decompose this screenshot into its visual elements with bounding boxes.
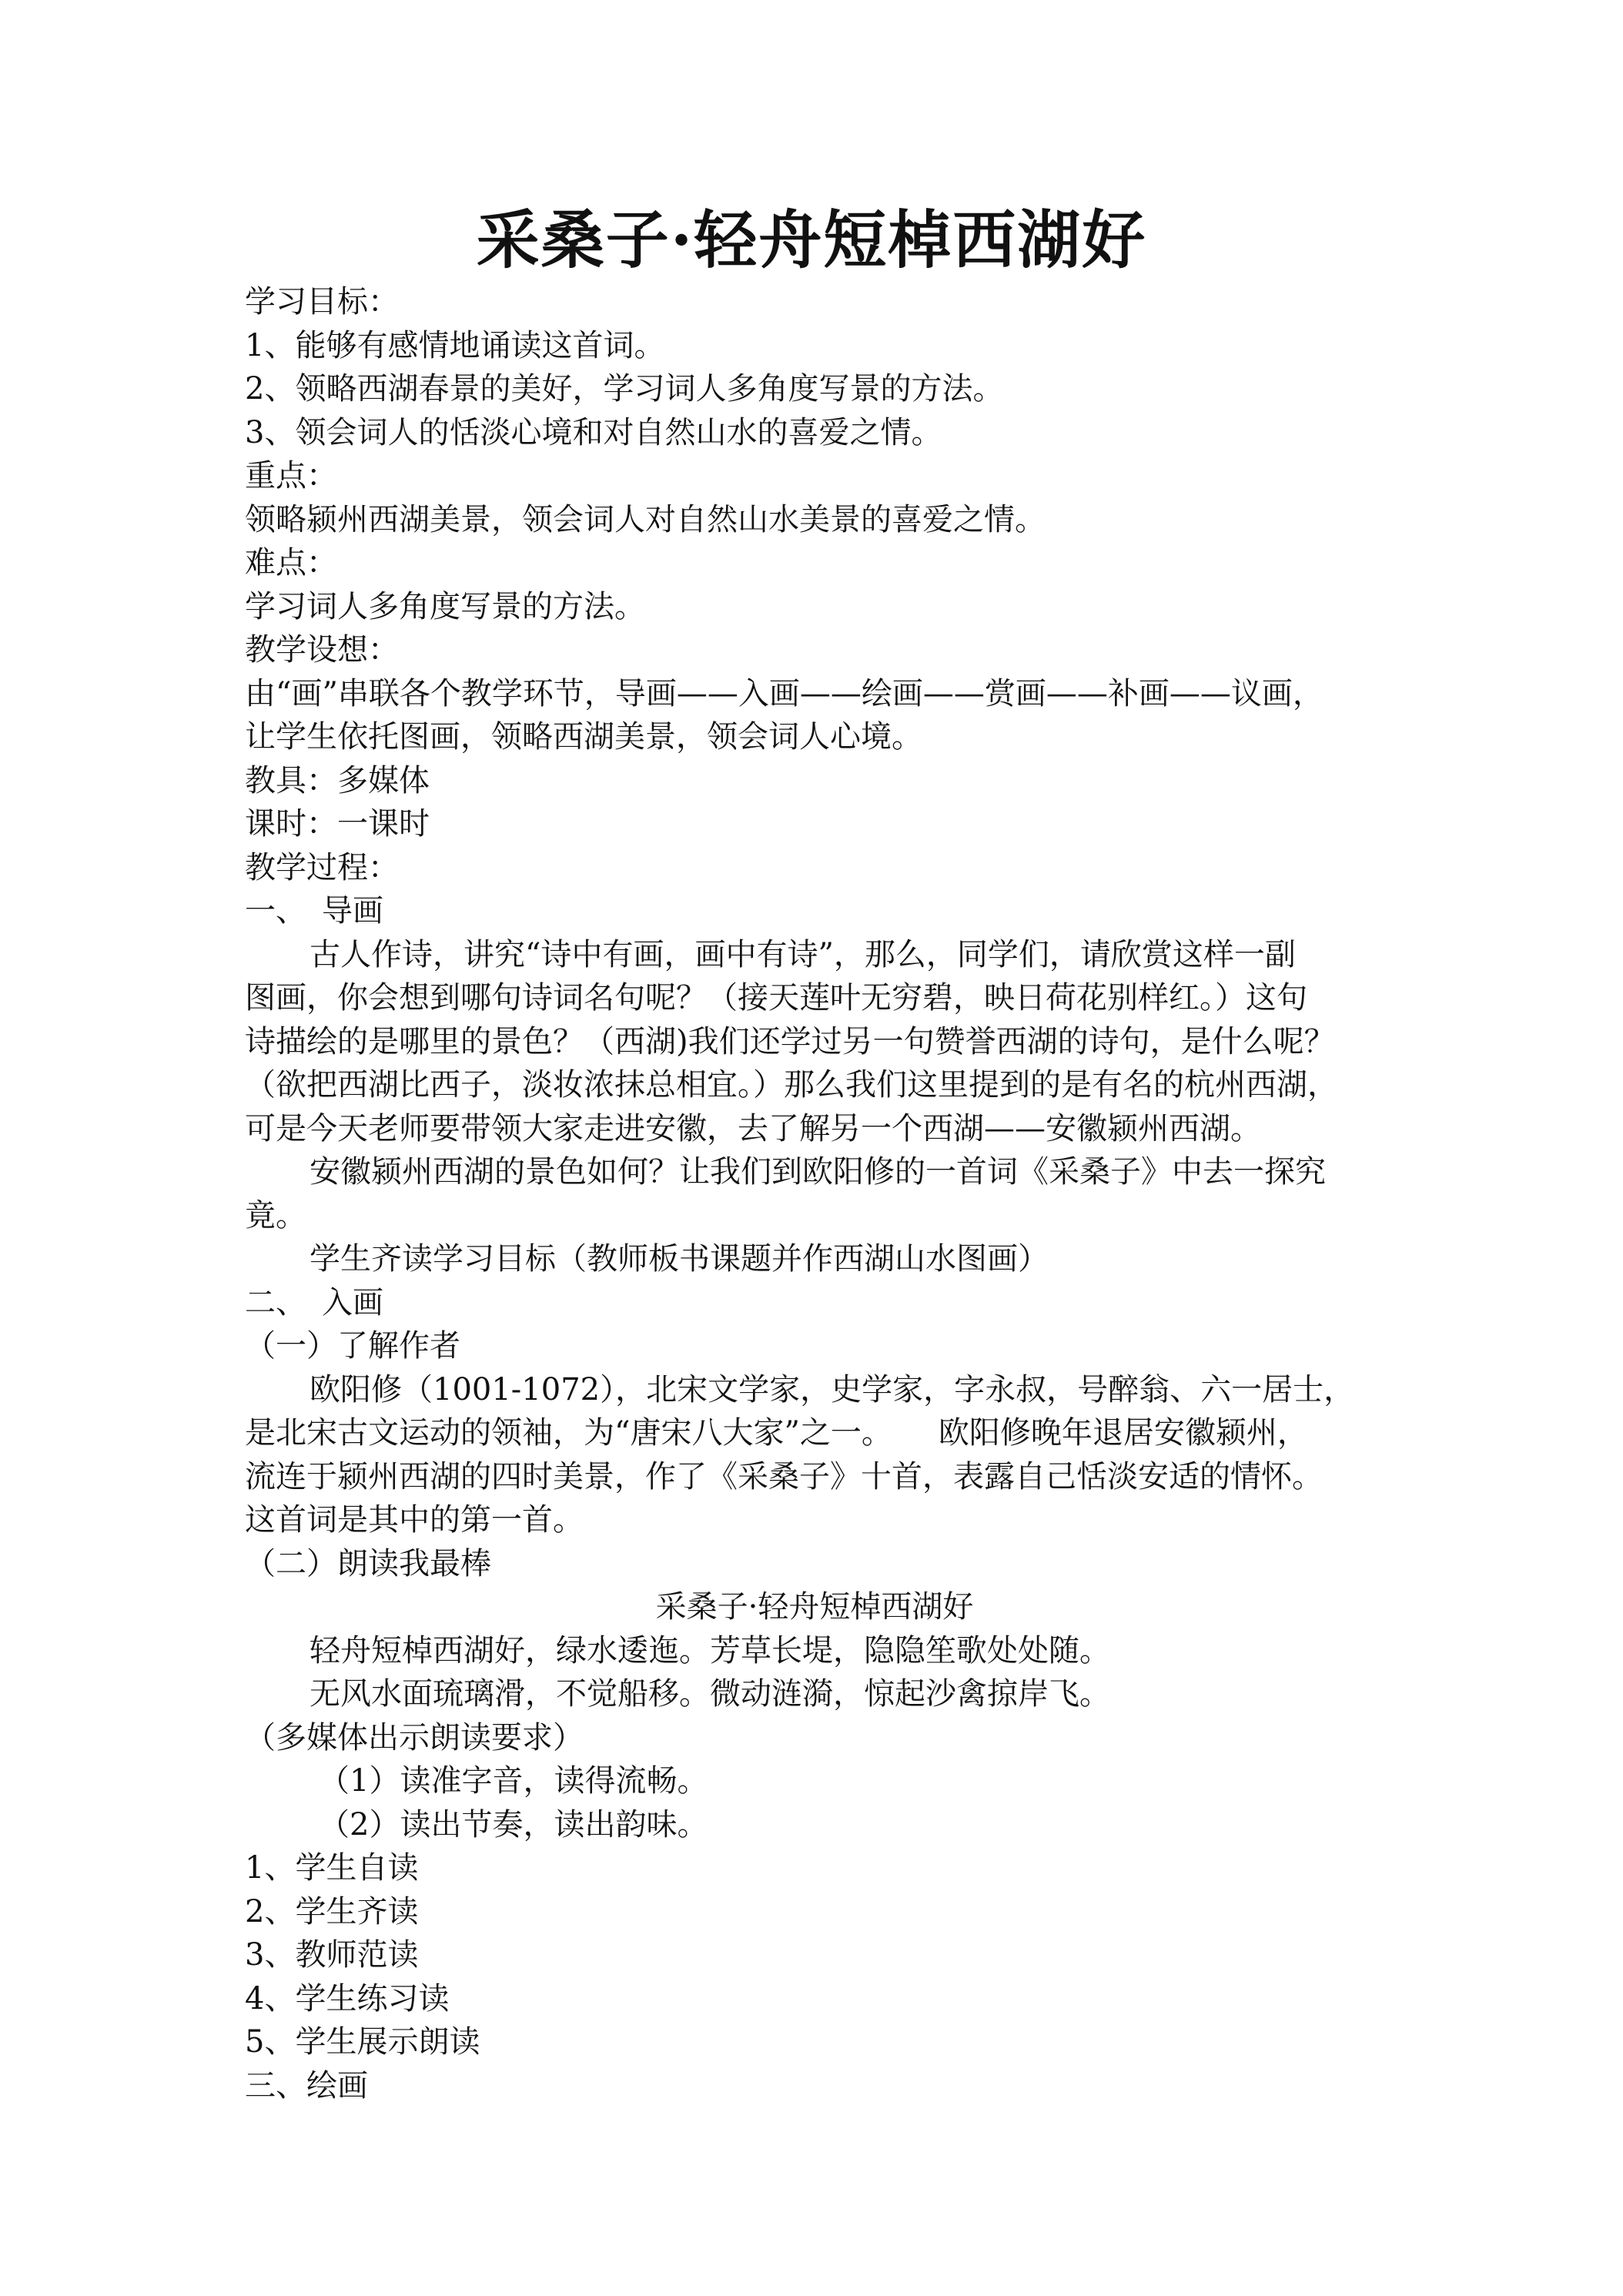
document-title: 采桑子·轻舟短棹西湖好	[476, 203, 1147, 277]
text-line: 三、绘画	[245, 2067, 368, 2104]
text-line: 采桑子·轻舟短棹西湖好	[655, 1589, 974, 1625]
text-line: 安徽颍州西湖的景色如何？让我们到欧阳修的一首词《采桑子》中去一探究	[310, 1154, 1326, 1190]
text-line: （2）读出节奏，读出韵味。	[319, 1806, 708, 1842]
text-line: 领略颍州西湖美景，领会词人对自然山水美景的喜爱之情。	[245, 501, 1046, 537]
text-line: 二、 入画	[245, 1284, 383, 1320]
text-line: 轻舟短棹西湖好，绿水逶迤。芳草长堤，隐隐笙歌处处随。	[310, 1632, 1110, 1668]
text-line: 课时：一课时	[245, 806, 430, 842]
text-line: 图画，你会想到哪句诗词名句呢？（接天莲叶无穷碧，映日荷花别样红。）这句	[245, 980, 1307, 1016]
text-line: 由“画”串联各个教学环节，导画——入画——绘画——赏画——补画——议画，	[245, 675, 1323, 711]
text-line: 2、领略西湖春景的美好，学习词人多角度写景的方法。	[245, 371, 1004, 407]
text-line: （1）读准字音，读得流畅。	[319, 1763, 708, 1799]
text-line: （欲把西湖比西子，淡妆浓抹总相宜。）那么我们这里提到的是有名的杭州西湖，	[245, 1067, 1338, 1103]
text-line: 5、学生展示朗读	[245, 2024, 480, 2060]
text-line: 3、领会词人的恬淡心境和对自然山水的喜爱之情。	[245, 414, 942, 450]
text-line: 流连于颍州西湖的四时美景，作了《采桑子》十首，表露自己恬淡安适的情怀。	[245, 1458, 1323, 1494]
text-line: 欧阳修（1001-1072），北宋文学家，史学家，字永叔，号醉翁、六一居士，	[310, 1371, 1355, 1407]
text-line: 可是今天老师要带领大家走进安徽，去了解另一个西湖——安徽颍州西湖。	[245, 1110, 1261, 1146]
text-line: 是北宋古文运动的领袖，为“唐宋八大家”之一。 欧阳修晚年退居安徽颍州，	[245, 1415, 1308, 1451]
text-line: 1、能够有感情地诵读这首词。	[245, 327, 665, 363]
text-line: （一）了解作者	[245, 1328, 460, 1364]
text-line: 教学设想：	[245, 632, 399, 668]
text-line: 3、教师范读	[245, 1937, 419, 1973]
text-line: （多媒体出示朗读要求）	[245, 1719, 584, 1755]
text-line: 1、学生自读	[245, 1850, 419, 1886]
text-line: 教学过程：	[245, 849, 399, 885]
text-line: 古人作诗，讲究“诗中有画，画中有诗”，那么，同学们，请欣赏这样一副	[310, 936, 1296, 972]
text-line: 这首词是其中的第一首。	[245, 1502, 584, 1538]
text-line: 4、学生练习读	[245, 1980, 450, 2017]
text-line: 重点：	[245, 458, 337, 494]
text-line: 2、学生齐读	[245, 1893, 419, 1930]
text-line: 让学生依托图画，领略西湖美景，领会词人心境。	[245, 719, 922, 755]
text-line: 难点：	[245, 545, 337, 581]
text-line: 学生齐读学习目标（教师板书课题并作西湖山水图画）	[310, 1241, 1049, 1277]
text-line: 无风水面琉璃滑，不觉船移。微动涟漪，惊起沙禽掠岸飞。	[310, 1676, 1110, 1712]
text-line: 教具：多媒体	[245, 762, 430, 798]
text-line: （二）朗读我最棒	[245, 1545, 491, 1581]
text-line: 诗描绘的是哪里的景色？（西湖)我们还学过另一句赞誉西湖的诗句，是什么呢？	[245, 1023, 1335, 1059]
text-line: 学习目标：	[245, 284, 399, 320]
text-line: 竟。	[245, 1197, 306, 1233]
text-line: 一、 导画	[245, 893, 383, 929]
text-line: 学习词人多角度写景的方法。	[245, 588, 645, 624]
document-body	[245, 280, 1384, 2107]
